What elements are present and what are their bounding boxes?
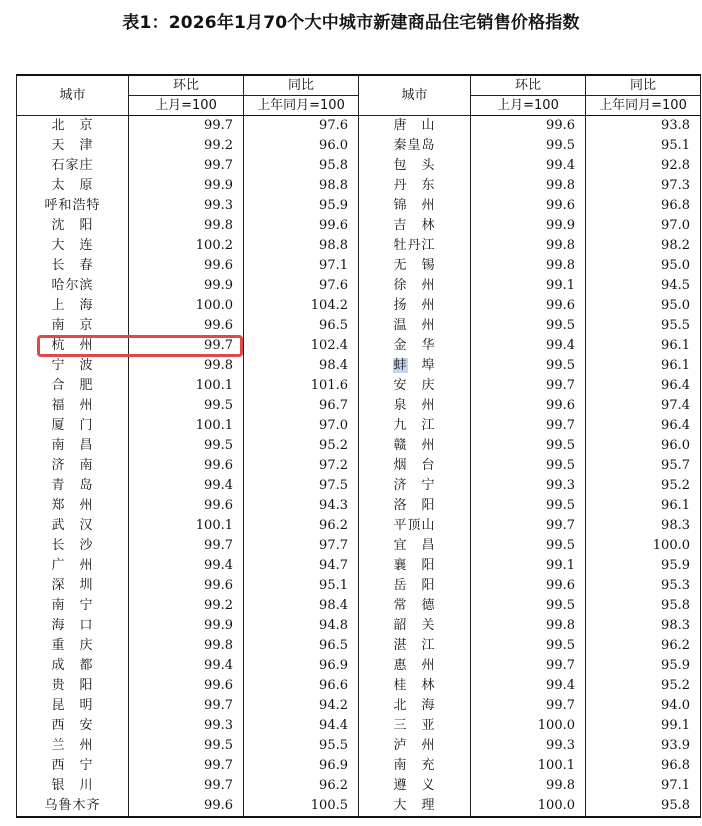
mom-cell-left: 99.6 [129, 576, 244, 596]
yoy-cell-left: 97.7 [244, 536, 359, 556]
city-cell-left: 重 庆 [17, 636, 129, 656]
mom-cell-right: 99.5 [471, 636, 586, 656]
table-row [17, 116, 701, 137]
city-cell-right: 烟 台 [359, 456, 471, 476]
table-row [17, 596, 701, 616]
mom-cell-right: 99.8 [471, 616, 586, 636]
yoy-cell-left: 97.1 [244, 256, 359, 276]
mom-cell-right: 99.6 [471, 196, 586, 216]
city-cell-right: 宜 昌 [359, 536, 471, 556]
yoy-cell-right: 95.1 [586, 136, 701, 156]
yoy-cell-right: 95.9 [586, 656, 701, 676]
mom-cell-right: 99.5 [471, 536, 586, 556]
yoy-cell-left: 96.0 [244, 136, 359, 156]
table-row [17, 516, 701, 536]
yoy-cell-right: 95.0 [586, 296, 701, 316]
mom-cell-left: 99.5 [129, 436, 244, 456]
yoy-cell-left: 95.5 [244, 736, 359, 756]
yoy-cell-left: 95.8 [244, 156, 359, 176]
price-index-table [16, 74, 701, 818]
yoy-cell-left: 100.5 [244, 796, 359, 817]
yoy-cell-left: 97.5 [244, 476, 359, 496]
yoy-cell-right: 96.4 [586, 376, 701, 396]
mom-cell-left: 99.6 [129, 256, 244, 276]
yoy-cell-left: 96.5 [244, 316, 359, 336]
city-cell-left: 南 京 [17, 316, 129, 336]
yoy-cell-right: 97.4 [586, 396, 701, 416]
yoy-cell-right: 98.3 [586, 516, 701, 536]
yoy-cell-left: 98.4 [244, 596, 359, 616]
yoy-cell-left: 98.8 [244, 236, 359, 256]
mom-cell-right: 100.1 [471, 756, 586, 776]
mom-cell-right: 99.5 [471, 356, 586, 376]
mom-cell-right: 99.7 [471, 516, 586, 536]
table-row [17, 136, 701, 156]
mom-cell-left: 100.1 [129, 376, 244, 396]
mom-cell-right: 99.3 [471, 476, 586, 496]
yoy-cell-right: 97.3 [586, 176, 701, 196]
mom-cell-right: 99.8 [471, 176, 586, 196]
city-cell-left: 哈尔滨 [17, 276, 129, 296]
mom-cell-left: 99.5 [129, 396, 244, 416]
city-cell-right: 济 宁 [359, 476, 471, 496]
mom-cell-left: 99.9 [129, 176, 244, 196]
yoy-base-left: 上年同月=100 [244, 96, 359, 116]
yoy-cell-left: 99.6 [244, 216, 359, 236]
yoy-cell-right: 100.0 [586, 536, 701, 556]
table-row [17, 756, 701, 776]
yoy-cell-left: 94.3 [244, 496, 359, 516]
city-cell-right: 无 锡 [359, 256, 471, 276]
yoy-cell-left: 98.4 [244, 356, 359, 376]
yoy-cell-right: 97.0 [586, 216, 701, 236]
table-row [17, 176, 701, 196]
city-cell-right: 丹 东 [359, 176, 471, 196]
yoy-cell-left: 96.6 [244, 676, 359, 696]
table-row [17, 376, 701, 396]
city-cell-left: 乌鲁木齐 [17, 796, 129, 817]
city-cell-right: 平顶山 [359, 516, 471, 536]
table-row [17, 636, 701, 656]
city-cell-right: 九 江 [359, 416, 471, 436]
yoy-cell-left: 96.2 [244, 776, 359, 796]
city-cell-right: 桂 林 [359, 676, 471, 696]
yoy-cell-right: 95.2 [586, 476, 701, 496]
yoy-header-left: 同比 [244, 75, 359, 96]
table-row [17, 436, 701, 456]
mom-cell-right: 99.6 [471, 296, 586, 316]
city-cell-left: 郑 州 [17, 496, 129, 516]
table-row [17, 656, 701, 676]
yoy-cell-left: 101.6 [244, 376, 359, 396]
yoy-cell-right: 98.3 [586, 616, 701, 636]
yoy-cell-left: 94.4 [244, 716, 359, 736]
city-cell-right: 韶 关 [359, 616, 471, 636]
table-row [17, 676, 701, 696]
mom-cell-left: 100.1 [129, 516, 244, 536]
mom-cell-left: 99.7 [129, 696, 244, 716]
yoy-cell-right: 96.1 [586, 336, 701, 356]
table-row [17, 776, 701, 796]
mom-cell-right: 99.5 [471, 316, 586, 336]
yoy-cell-right: 93.9 [586, 736, 701, 756]
mom-cell-left: 99.6 [129, 496, 244, 516]
yoy-cell-left: 95.9 [244, 196, 359, 216]
yoy-cell-left: 97.6 [244, 276, 359, 296]
yoy-cell-left: 94.2 [244, 696, 359, 716]
mom-cell-left: 99.7 [129, 776, 244, 796]
mom-cell-left: 99.7 [129, 756, 244, 776]
mom-header-left: 环比 [129, 75, 244, 96]
mom-cell-right: 99.5 [471, 456, 586, 476]
mom-cell-right: 99.7 [471, 416, 586, 436]
yoy-cell-right: 96.8 [586, 196, 701, 216]
table-row [17, 156, 701, 176]
city-header-right: 城市 [359, 75, 471, 116]
city-cell-left: 西 宁 [17, 756, 129, 776]
city-cell-right: 岳 阳 [359, 576, 471, 596]
city-cell-left: 兰 州 [17, 736, 129, 756]
city-cell-left: 杭 州 [17, 336, 129, 356]
city-cell-left: 太 原 [17, 176, 129, 196]
city-cell-right: 蚌 埠 [359, 356, 471, 376]
yoy-header-right: 同比 [586, 75, 701, 96]
city-cell-left: 天 津 [17, 136, 129, 156]
mom-cell-right: 99.4 [471, 676, 586, 696]
table-row [17, 196, 701, 216]
mom-cell-left: 99.8 [129, 356, 244, 376]
mom-cell-right: 99.5 [471, 596, 586, 616]
mom-cell-right: 99.8 [471, 256, 586, 276]
table-row [17, 456, 701, 476]
city-cell-right: 扬 州 [359, 296, 471, 316]
city-cell-left: 海 口 [17, 616, 129, 636]
mom-base-right: 上月=100 [471, 96, 586, 116]
table-row [17, 616, 701, 636]
mom-cell-left: 99.7 [129, 336, 244, 356]
text-selection: 蚌 [393, 358, 408, 373]
mom-cell-right: 99.7 [471, 696, 586, 716]
mom-cell-left: 99.6 [129, 316, 244, 336]
yoy-cell-left: 98.8 [244, 176, 359, 196]
yoy-cell-right: 94.5 [586, 276, 701, 296]
city-cell-right: 包 头 [359, 156, 471, 176]
yoy-cell-left: 96.5 [244, 636, 359, 656]
yoy-cell-right: 95.3 [586, 576, 701, 596]
table-row [17, 576, 701, 596]
city-cell-left: 福 州 [17, 396, 129, 416]
table-row [17, 536, 701, 556]
city-cell-right: 湛 江 [359, 636, 471, 656]
mom-cell-right: 99.7 [471, 376, 586, 396]
city-cell-left: 武 汉 [17, 516, 129, 536]
highlight-box [37, 335, 243, 357]
table-row [17, 256, 701, 276]
mom-cell-right: 99.5 [471, 436, 586, 456]
mom-cell-left: 99.6 [129, 796, 244, 817]
city-cell-left: 合 肥 [17, 376, 129, 396]
yoy-cell-right: 96.1 [586, 496, 701, 516]
mom-cell-left: 99.4 [129, 556, 244, 576]
mom-cell-left: 100.0 [129, 296, 244, 316]
city-cell-left: 青 岛 [17, 476, 129, 496]
yoy-cell-right: 96.1 [586, 356, 701, 376]
yoy-cell-right: 95.7 [586, 456, 701, 476]
yoy-cell-right: 96.2 [586, 636, 701, 656]
mom-cell-right: 99.8 [471, 776, 586, 796]
mom-cell-right: 99.7 [471, 656, 586, 676]
mom-cell-right: 99.5 [471, 496, 586, 516]
yoy-cell-left: 97.0 [244, 416, 359, 436]
table-row [17, 416, 701, 436]
city-cell-right: 泉 州 [359, 396, 471, 416]
mom-cell-left: 99.2 [129, 136, 244, 156]
mom-cell-left: 99.8 [129, 636, 244, 656]
mom-cell-left: 99.4 [129, 476, 244, 496]
yoy-cell-left: 96.7 [244, 396, 359, 416]
table-body [17, 116, 701, 818]
city-cell-left: 长 春 [17, 256, 129, 276]
city-cell-left: 上 海 [17, 296, 129, 316]
mom-cell-right: 99.6 [471, 396, 586, 416]
mom-cell-left: 99.6 [129, 456, 244, 476]
table-row [17, 796, 701, 817]
yoy-base-right: 上年同月=100 [586, 96, 701, 116]
yoy-cell-right: 96.8 [586, 756, 701, 776]
mom-cell-right: 99.6 [471, 116, 586, 137]
city-cell-left: 南 昌 [17, 436, 129, 456]
city-cell-left: 银 川 [17, 776, 129, 796]
city-cell-right: 常 德 [359, 596, 471, 616]
yoy-cell-left: 102.4 [244, 336, 359, 356]
city-cell-right: 温 州 [359, 316, 471, 336]
city-cell-right: 泸 州 [359, 736, 471, 756]
yoy-cell-right: 95.8 [586, 796, 701, 817]
city-cell-left: 贵 阳 [17, 676, 129, 696]
mom-cell-left: 99.5 [129, 736, 244, 756]
table-row [17, 396, 701, 416]
yoy-cell-right: 96.4 [586, 416, 701, 436]
yoy-cell-left: 95.1 [244, 576, 359, 596]
city-cell-right: 赣 州 [359, 436, 471, 456]
yoy-cell-right: 97.1 [586, 776, 701, 796]
city-cell-left: 长 沙 [17, 536, 129, 556]
table-row [17, 736, 701, 756]
city-cell-right: 金 华 [359, 336, 471, 356]
city-cell-left: 济 南 [17, 456, 129, 476]
yoy-cell-left: 104.2 [244, 296, 359, 316]
mom-cell-left: 99.7 [129, 156, 244, 176]
city-cell-right: 锦 州 [359, 196, 471, 216]
mom-cell-left: 100.2 [129, 236, 244, 256]
mom-cell-right: 99.9 [471, 216, 586, 236]
city-cell-right: 安 庆 [359, 376, 471, 396]
city-cell-left: 厦 门 [17, 416, 129, 436]
yoy-cell-right: 95.2 [586, 676, 701, 696]
yoy-cell-left: 94.7 [244, 556, 359, 576]
table-row [17, 696, 701, 716]
city-cell-left: 石家庄 [17, 156, 129, 176]
city-cell-right: 襄 阳 [359, 556, 471, 576]
yoy-cell-right: 92.8 [586, 156, 701, 176]
city-cell-left: 呼和浩特 [17, 196, 129, 216]
city-cell-right: 北 海 [359, 696, 471, 716]
mom-cell-right: 100.0 [471, 796, 586, 817]
mom-cell-left: 99.8 [129, 216, 244, 236]
city-cell-right: 南 充 [359, 756, 471, 776]
mom-cell-right: 99.3 [471, 736, 586, 756]
city-cell-left: 深 圳 [17, 576, 129, 596]
city-cell-right: 唐 山 [359, 116, 471, 137]
table-row [17, 296, 701, 316]
mom-cell-left: 100.1 [129, 416, 244, 436]
yoy-cell-right: 93.8 [586, 116, 701, 137]
mom-cell-left: 99.9 [129, 616, 244, 636]
page-title: 表1：2026年1月70个大中城市新建商品住宅销售价格指数 [122, 13, 580, 33]
city-cell-right: 大 理 [359, 796, 471, 817]
city-cell-right: 秦皇岛 [359, 136, 471, 156]
city-cell-right: 吉 林 [359, 216, 471, 236]
mom-cell-right: 99.1 [471, 556, 586, 576]
mom-cell-right: 99.6 [471, 576, 586, 596]
table-row [17, 476, 701, 496]
city-cell-right: 惠 州 [359, 656, 471, 676]
yoy-cell-left: 94.8 [244, 616, 359, 636]
yoy-cell-left: 96.9 [244, 756, 359, 776]
table-row [17, 356, 701, 376]
yoy-cell-left: 97.2 [244, 456, 359, 476]
yoy-cell-right: 95.0 [586, 256, 701, 276]
mom-cell-left: 99.3 [129, 716, 244, 736]
mom-cell-left: 99.2 [129, 596, 244, 616]
table-row [17, 716, 701, 736]
table-row [17, 236, 701, 256]
city-cell-right: 牡丹江 [359, 236, 471, 256]
city-cell-right: 徐 州 [359, 276, 471, 296]
mom-cell-right: 99.4 [471, 156, 586, 176]
city-cell-left: 大 连 [17, 236, 129, 256]
city-cell-left: 宁 波 [17, 356, 129, 376]
mom-cell-right: 99.1 [471, 276, 586, 296]
mom-cell-left: 99.7 [129, 116, 244, 137]
city-cell-left: 沈 阳 [17, 216, 129, 236]
yoy-cell-left: 97.6 [244, 116, 359, 137]
mom-cell-left: 99.4 [129, 656, 244, 676]
yoy-cell-left: 95.2 [244, 436, 359, 456]
yoy-cell-right: 94.0 [586, 696, 701, 716]
city-cell-left: 广 州 [17, 556, 129, 576]
yoy-cell-right: 95.5 [586, 316, 701, 336]
table-row [17, 276, 701, 296]
yoy-cell-right: 99.1 [586, 716, 701, 736]
mom-cell-left: 99.6 [129, 676, 244, 696]
mom-base-left: 上月=100 [129, 96, 244, 116]
yoy-cell-right: 96.0 [586, 436, 701, 456]
yoy-cell-right: 95.8 [586, 596, 701, 616]
yoy-cell-right: 95.9 [586, 556, 701, 576]
mom-cell-right: 99.5 [471, 136, 586, 156]
city-cell-right: 三 亚 [359, 716, 471, 736]
mom-cell-left: 99.9 [129, 276, 244, 296]
yoy-cell-left: 96.9 [244, 656, 359, 676]
mom-cell-left: 99.3 [129, 196, 244, 216]
mom-cell-right: 99.4 [471, 336, 586, 356]
table-row [17, 216, 701, 236]
city-cell-left: 昆 明 [17, 696, 129, 716]
mom-header-right: 环比 [471, 75, 586, 96]
yoy-cell-left: 96.2 [244, 516, 359, 536]
city-cell-left: 南 宁 [17, 596, 129, 616]
city-cell-right: 遵 义 [359, 776, 471, 796]
city-cell-left: 西 安 [17, 716, 129, 736]
city-header-left: 城市 [17, 75, 129, 116]
table-row [17, 316, 701, 336]
mom-cell-right: 99.8 [471, 236, 586, 256]
city-cell-right: 洛 阳 [359, 496, 471, 516]
city-cell-left: 成 都 [17, 656, 129, 676]
mom-cell-right: 100.0 [471, 716, 586, 736]
yoy-cell-right: 98.2 [586, 236, 701, 256]
mom-cell-left: 99.7 [129, 536, 244, 556]
table-row [17, 496, 701, 516]
table-row [17, 556, 701, 576]
city-cell-left: 北 京 [17, 116, 129, 137]
